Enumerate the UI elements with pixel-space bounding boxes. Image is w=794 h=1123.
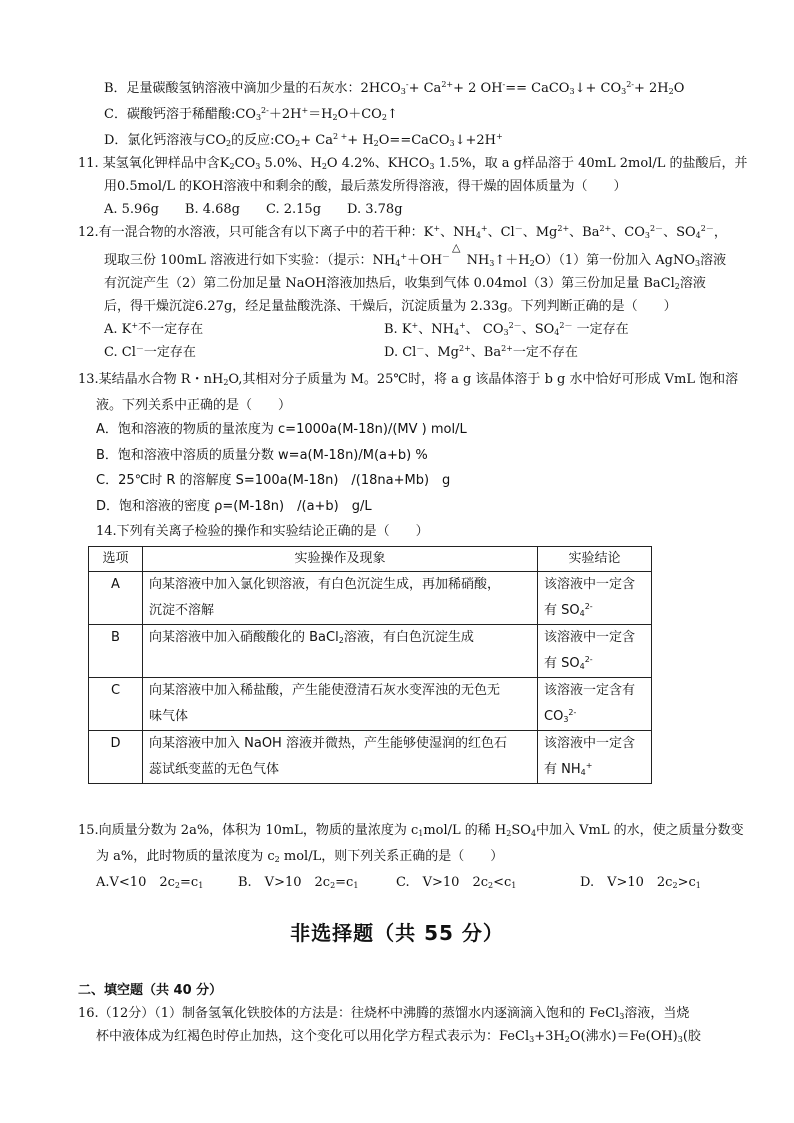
- q11-stem-line2: 用0.5mol/L 的KOH溶液中和剩余的酸，最后蒸发所得溶液，得干燥的固体质量为（ ）: [104, 179, 627, 194]
- q12-stem-line4: 后，得干燥沉淀6.27g，经足量盐酸洗涤、干燥后，沉淀质量为 2.33g。下列判断正确的是（ ）: [104, 299, 677, 314]
- q12-option-c: C. Cl－一定存在: [104, 344, 196, 360]
- q16-stem-line2: 杯中液体成为红褐色时停止加热，这个变化可以用化学方程式表示为：$FeCl_3+3H_2O$(沸水)$=Fe(OH)_3$(胶: [96, 1029, 701, 1044]
- q12-stem-line1: 12.有一混合物的水溶液，只可能含有以下离子中的若干种：K+、$NH_4^+$、Cl－、$Mg^{2+}$、$Ba^{2+}$、$CO_3^{2-}$、$SO_4^{2-}$，: [78, 224, 727, 240]
- header-operation: 实验操作及现象: [143, 547, 538, 572]
- q12-stem-line3: 有沉淀产生（2）第二份加足量 NaOH溶液加热后，收集到气体 0.04mol（3）第三份加足量 BaCl$_2$溶液: [104, 276, 706, 291]
- q10-option-b: B．足量碳酸氢钠溶液中滴加少量的石灰水：$2HCO_3^-+ Ca^{2+}+ 2$ OH-== CaCO$_3$↓+ $CO_3^{2-}+ 2H_2O$: [104, 80, 685, 96]
- q13-option-b: B．饱和溶液中溶质的质量分数 w=a(M-18n)/M(a+b) %: [96, 448, 428, 463]
- q15-stem-line2: 为 a%，此时物质的量浓度为 $c_2$ mol/L，则下列关系正确的是（ ）: [96, 849, 504, 864]
- row-operation: 向某溶液中加入氯化钡溶液，有白色沉淀生成，再加稀硝酸， 沉淀不溶解: [143, 572, 538, 625]
- table-row: [89, 731, 652, 784]
- row-conclusion: 该溶液一定含有 $CO_3^{2-}$: [538, 678, 652, 731]
- part2-heading: 二、填空题（共 40 分）: [78, 983, 223, 998]
- q13-option-d: D．饱和溶液的密度 ρ=(M-18n) /(a+b) g/L: [96, 499, 372, 514]
- row-option: B: [89, 625, 143, 678]
- row-operation: 向某溶液中加入 NaOH 溶液并微热，产生能够使湿润的红色石 蕊试纸变蓝的无色气体: [143, 731, 538, 784]
- q16-stem-line1: 16.（12分）（1）制备氢氧化铁胶体的方法是：往烧杯中沸腾的蒸馏水内逐滴滴入饱和的 FeCl$_3$溶液，当烧: [78, 1006, 690, 1021]
- q12-option-a: A. K+不一定存在: [104, 321, 204, 337]
- row-conclusion: 该溶液中一定含 有 $SO_4^{2-}$: [538, 572, 652, 625]
- q12-option-d: D. Cl－、$Mg^{2+}$、$Ba^{2+}$一定不存在: [384, 344, 578, 360]
- table-row: [89, 572, 652, 625]
- q15-option-a: A.V<10 $2c_2=c_1$: [96, 875, 204, 890]
- q13-option-c: C．25℃时 R 的溶解度 S=100a(M-18n) /(18na+Mb) g: [96, 473, 451, 488]
- q13-stem-line1: 13.某结晶水合物 R・$nH_2O$,其相对分子质量为 M。25℃时，将 a g 该晶体溶于 b g 水中恰好可形成 VmL 饱和溶: [78, 372, 739, 387]
- row-option: D: [89, 731, 143, 784]
- row-option: A: [89, 572, 143, 625]
- q11-options: A. 5.96g B. 4.68g C. 2.15g D. 3.78g: [104, 202, 403, 217]
- table-row: [89, 678, 652, 731]
- header-conclusion: 实验结论: [538, 547, 652, 572]
- q10-option-d: D．氯化钙溶液与$CO_2$的反应$:CO_2+ Ca^{2 +}+$ $H_2O==CaCO_3↓+2H^+$: [104, 132, 503, 148]
- q15-option-d: D. V>10 $2c_2>c_1$: [580, 875, 701, 890]
- table-header-row: [89, 547, 652, 572]
- row-operation: 向某溶液中加入稀盐酸，产生能使澄清石灰水变浑浊的无色无 味气体: [143, 678, 538, 731]
- table-row: [89, 625, 652, 678]
- q10-option-c: C．碳酸钙溶于稀醋酸$:CO_3^{2-}+2H^+=H_2O+CO_2↑$: [104, 106, 398, 122]
- row-option: C: [89, 678, 143, 731]
- q12-stem-line2: 现取三份 100mL 溶液进行如下实验：（提示：$NH_4^++OH^-$ △ $NH_3↑+H_2O)(1)$第一份加入 AgNO$_3$溶液: [104, 241, 727, 268]
- q11-stem-line1: 11. 某氢氧化钾样品中含$K_2CO_3$ 5.0%、$H_2O$ 4.2%、$KHCO_3$ 1.5%，取 a g样品溶于 40mL 2mol/L 的盐酸后，并: [78, 156, 748, 171]
- q14-table: [88, 546, 652, 784]
- q13-option-a: A．饱和溶液的物质的量浓度为 c=1000a(M-18n)/(MV ) mol/L: [96, 422, 467, 437]
- section-title: 非选择题（共 55 分）: [290, 921, 504, 945]
- q15-option-c: C. V>10 $2c_2<c_1$: [396, 875, 517, 890]
- row-operation: 向某溶液中加入硝酸酸化的 BaCl$_2$溶液，有白色沉淀生成: [143, 625, 538, 678]
- q15-stem-line1: 15.向质量分数为 2a%，体积为 10mL，物质的量浓度为 $c_1mol/L$ 的稀 $H_2SO_4$中加入 VmL 的水，使之质量分数变: [78, 823, 744, 838]
- row-conclusion: 该溶液中一定含 有 $NH_4^+$: [538, 731, 652, 784]
- q15-option-b: B. V>10 $2c_2=c_1$: [238, 875, 359, 890]
- q14-title: 14.下列有关离子检验的操作和实验结论正确的是（ ）: [96, 524, 429, 539]
- row-conclusion: 该溶液中一定含 有 $SO_4^{2-}$: [538, 625, 652, 678]
- header-option: 选项: [89, 547, 143, 572]
- q12-option-b: B. K+、$NH_4^+$、 $CO_3^{2-}$、$SO_4^{2-}$ 一定存在: [384, 321, 629, 337]
- q13-stem-line2: 液。下列关系中正确的是（ ）: [96, 398, 292, 413]
- heating-arrow: △: [452, 241, 461, 254]
